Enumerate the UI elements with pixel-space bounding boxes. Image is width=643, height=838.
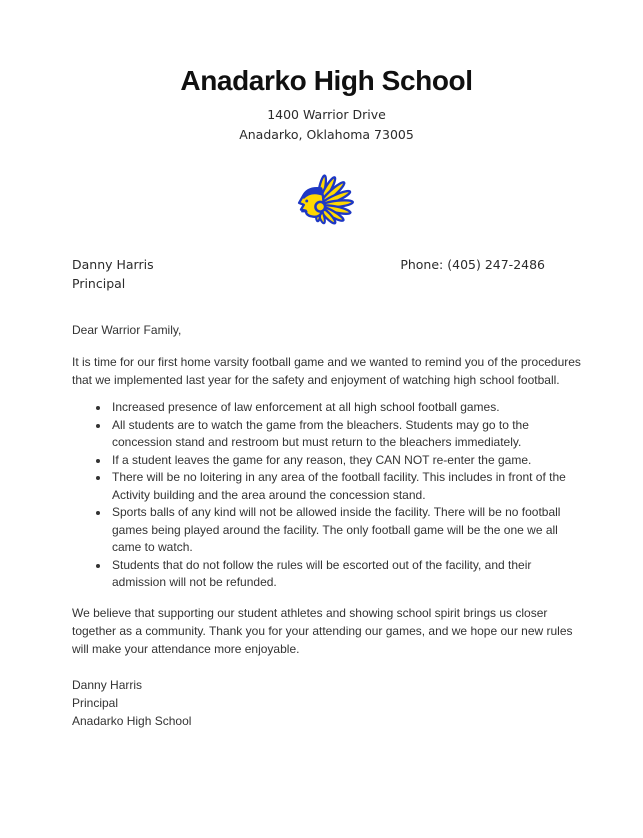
signature-organization: Anadarko High School <box>72 713 192 728</box>
signature-name: Danny Harris <box>72 677 143 692</box>
contact-title: Principal <box>72 276 126 291</box>
signature-block <box>72 676 581 730</box>
salutation: Dear Warrior Family, <box>72 323 182 337</box>
rules-list <box>72 399 581 592</box>
rule-item: • Students that do not follow the rules will be escorted out of the facility, and their admission will not be refunded. <box>110 557 581 592</box>
contact-phone: Phone: (405) 247-2486 <box>400 257 545 272</box>
letter-body <box>72 321 581 730</box>
rule-item: • Increased presence of law enforcement at all high school football games. <box>110 399 581 417</box>
rule-item: • If a student leaves the game for any reason, they CAN NOT re-enter the game. <box>110 452 581 470</box>
intro-paragraph: It is time for our first home varsity football game and we wanted to remind you of the procedures that we implemented last year for the safety and enjoyment of watching high school football. <box>72 355 581 387</box>
rule-item: • There will be no loitering in any area of the football facility. This includes in front of the Activity building and the area around the concession stand. <box>110 469 581 504</box>
school-logo <box>72 173 581 227</box>
closing-paragraph: We believe that supporting our student athletes and showing school spirit brings us closer together as a community. Thank you for your attending our games, and we hope our new rules will make your attendance more enjoyable. <box>72 605 573 656</box>
school-address <box>72 105 581 145</box>
letterhead <box>72 64 581 145</box>
signature-title: Principal <box>72 695 119 710</box>
address-line-2: Anadarko, Oklahoma 73005 <box>239 127 414 142</box>
contact-row <box>72 255 581 293</box>
warrior-mascot-icon <box>291 173 363 227</box>
address-line-1: 1400 Warrior Drive <box>267 107 386 122</box>
contact-block <box>72 255 154 293</box>
rule-item: • All students are to watch the game from the bleachers. Students may go to the concession stand and restroom but must return to the bleachers immediately. <box>110 417 581 452</box>
contact-name: Danny Harris <box>72 257 154 272</box>
rule-item: • Sports balls of any kind will not be allowed inside the facility. There will be no football games being played around the facility. The only football game will be the one we all came to watch. <box>110 504 581 557</box>
school-name-title: Anadarko High School <box>180 65 473 96</box>
